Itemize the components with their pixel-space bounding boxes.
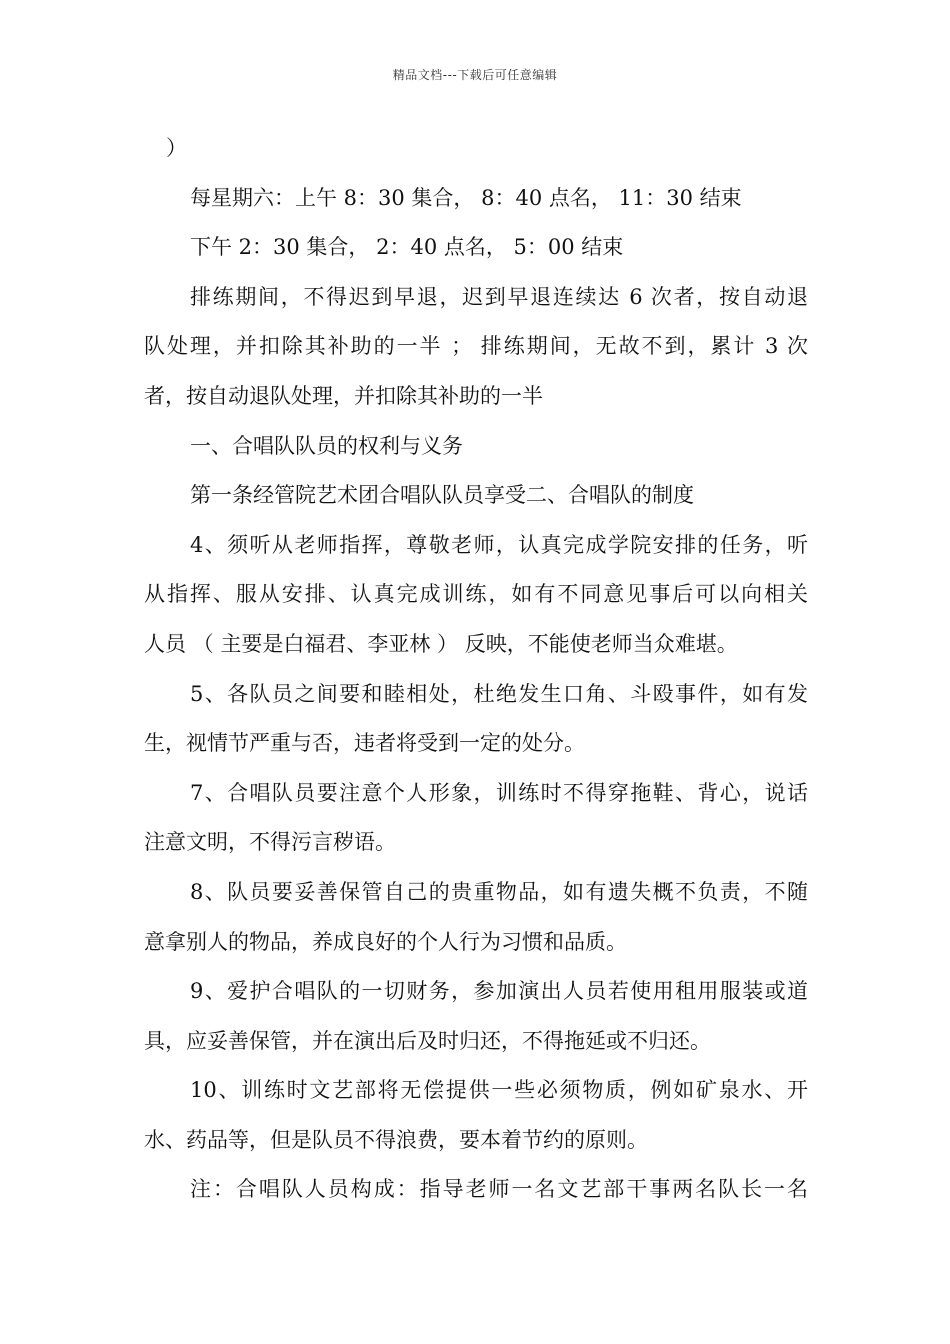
text-line: 水、药品等，但是队员不得浪费，要本着节约的原则。 [144,1127,648,1152]
text-line: 第一条经管院艺术团合唱队队员享受二、合唱队的制度 [190,483,694,508]
text-line: 每星期六：上午 8：30 集合， 8：40 点名， 11：30 结束 [190,185,742,210]
text-line: 者，按自动退队处理，并扣除其补助的一半 [144,383,543,408]
text-line: 具，应妥善保管，并在演出后及时归还，不得拖延或不归还。 [144,1028,711,1053]
text-line: 注：合唱队人员构成：指导老师一名文艺部干事两名队长一名 [190,1177,808,1202]
text-line: 排练期间，不得迟到早退，迟到早退连续达 6 次者，按自动退 [190,284,808,309]
text-line: 生，视情节严重与否，违者将受到一定的处分。 [144,731,585,756]
text-line: 10、训练时文艺部将无偿提供一些必须物质，例如矿泉水、开 [190,1078,808,1103]
section-heading: 一、合唱队队员的权利与义务 [190,433,463,458]
text-line: 人员 （ 主要是白福君、李亚林 ） 反映，不能使老师当众难堪。 [144,631,738,656]
text-line: 5、各队员之间要和睦相处，杜绝发生口角、斗殴事件，如有发 [190,681,808,706]
text-line: 7、合唱队员要注意个人形象，训练时不得穿拖鞋、背心，说话 [190,780,808,805]
text-line: 9、爱护合唱队的一切财务，参加演出人员若使用租用服装或道 [190,979,808,1004]
text-line: 队处理，并扣除其补助的一半 ； 排练期间，无故不到，累计 3 次 [144,334,808,359]
text-line: ） [166,136,187,160]
text-line: 注意文明，不得污言秽语。 [144,830,396,855]
document-body [144,124,808,1215]
text-line: 8、队员要妥善保管自己的贵重物品，如有遗失概不负责，不随 [190,879,808,904]
text-line: 意拿别人的物品，养成良好的个人行为习惯和品质。 [144,929,627,954]
page-header: 精品文档---下载后可任意编辑 [392,68,558,82]
text-line: 下午 2：30 集合， 2：40 点名， 5：00 结束 [190,235,624,260]
text-line: 从指挥、服从安排、认真完成训练，如有不同意见事后可以向相关 [144,582,808,607]
text-line: 4、须听从老师指挥，尊敬老师，认真完成学院安排的任务，听 [190,532,808,557]
